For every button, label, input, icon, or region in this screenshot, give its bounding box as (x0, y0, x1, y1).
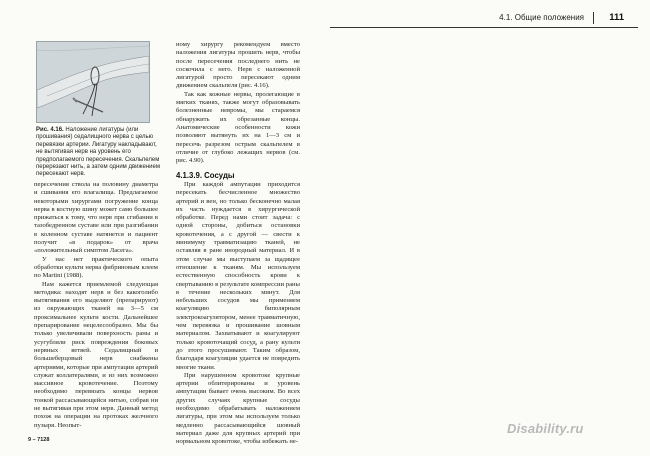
right-column-text (176, 181, 300, 447)
paragraph: У нас нет практического опыта обработки культи нерва фибриновым клеем по Martini (1988). (34, 255, 158, 280)
site-watermark: Disability.ru (507, 421, 584, 436)
paragraph: При каждой ампутации приходится пересекать бесчисленное множество артерий и вен, но только бесконечно малая их часть нуждается в хирургической обработке. Перед нами стоит задача: с одной стороны, добиться остановки кровотечения, а с другой — свести к минимуму травматизацию тканей, не оставляя в ране инородный материал. И в этом случае мы выступаем за щадящее отношение к тканям. Мы используем естественную способность крови к свертыванию в результате компрессии раны в течение нескольких минут. Для небольших сосудов мы применяем коагуляцию биполярным электрокоагулятором, менее травматичную, чем перевязка и прошивание шовным материалом. Захватывают и коагулируют только кровоточащий сосуд, а рану культи до этого просушивают. Таким образом, благодаря коагуляции удается не повредить многие ткани. (176, 181, 300, 371)
right-column-top-text (176, 41, 300, 165)
paragraph: ному хирургу рекомендуем вместо наложения лигатуры прошить нерв, чтобы после пересечения последнего нить не соскочила с него. Нерв с наложенной лигатурой просто пересекают одним движением скальпеля (рис. 4.16). (176, 41, 300, 90)
running-header (338, 11, 638, 27)
page-number: 111 (609, 12, 624, 23)
paragraph: Нам кажется приемлемой следующая методика: находят нерв и без какоголибо вытягивания его выделяют (препарируют) из окружающих тканей на 3—5 см проксимальнее культи кости. Дальнейшее препарирование нецелесообразно. Мы бы только увеличивали поверхность раны и усугубляли риск повреждения боковых нервных ветвей. Седалищный и большеберцовый нерв снабжены артериями, которые при ампутации артерий служат коллатералями, и из них возможно массивное кровотечение. Поэтому необходимо перевязать концы нервов тонкой рассасывающейся нитью, собрав ни не вытягивая при этом нерв. Данный метод похож на операции на протоках желчного пузыря. Неопыт- (34, 280, 158, 429)
figure-4-16-illustration (36, 41, 150, 123)
paragraph: Так как кожные нервы, пролегающие в мягких тканях, также могут образовывать болезненные невромы, мы стараемся обнаружить их обрезанные концы. Анатомические особенности кожи позволяют вытянуть их на 1—3 см и пересечь разрезом острым скальпелем в отличие от глубоко лежащих нервов (см. рис. 4.90). (176, 90, 300, 165)
signature-mark: 9 – 7128 (28, 437, 50, 443)
figure-caption-text: Наложение лигатуры (или прошивания) седалищного нерва с целью перевязки артерии. Лигатуру накладывают, не вытягивая нерв на уровень его предполагаемого пересечения. Скальпелем перерезают нить, а затем одним движением пересекают нерв. (36, 127, 160, 178)
paragraph: пересечения ствола на половину диаметра и сшивания его влагалища. Предлагаемое некоторыми хирургами погружение конца нерва в костную шину может само большее прижаться к тому, что нерв при сгибании в тазобедренном суставе или при разгибании в коленном суставе натянется и пациент получит «в подарок» от врача «положительный симптом Ласега». (34, 181, 158, 255)
section-heading: 4.1.3.9. Сосуды (176, 171, 235, 180)
figure-caption-label: Рис. 4.16. (36, 127, 64, 133)
left-column-text (34, 181, 158, 430)
header-divider (593, 12, 594, 24)
figure-caption (36, 127, 160, 179)
nerve-ligature-drawing (37, 42, 149, 122)
header-section-title: 4.1. Общие положения (499, 13, 584, 22)
header-rule (330, 27, 638, 28)
paragraph: При нарушенном кровотоке крупные артерии облитерированы и уровень ампутации бывает очень высоким. Во всех других случаях крупные сосуды необходимо обрабатывать наложением лигатуры, при этом мы используем только медленно рассасывающийся шовный материал даже для крупных артерий при нормальном кровотоке, чтобы избежать не- (176, 371, 300, 446)
